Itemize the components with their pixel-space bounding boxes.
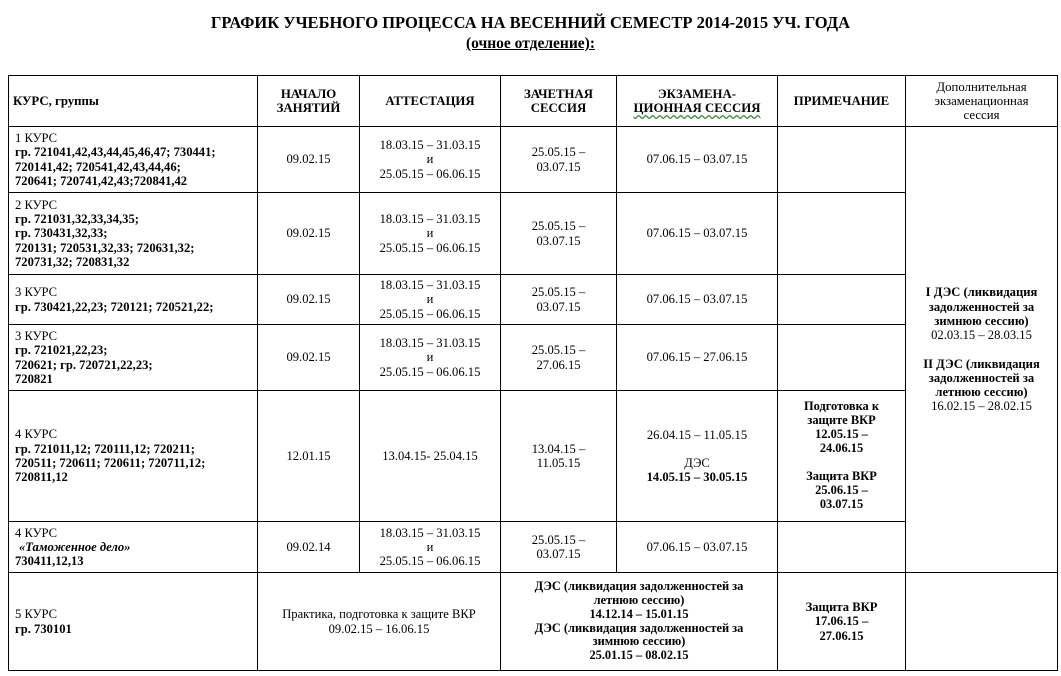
table-row	[9, 325, 1058, 391]
note-cell	[778, 193, 906, 275]
note-cell	[778, 522, 906, 573]
course-cell: 2 КУРС гр. 721031,32,33,34,35; гр. 730431,32,33; 720131; 720531,32,33; 720631,32; 720731,32; 720831,32	[9, 193, 258, 275]
header-row	[9, 76, 1058, 127]
header-course: КУРС, группы	[9, 76, 258, 127]
exam-session-cell: 26.04.15 – 11.05.15 ДЭС 14.05.15 – 30.05.15	[617, 391, 778, 522]
start-cell: 12.01.15	[258, 391, 360, 522]
attestation-cell: 18.03.15 – 31.03.15 и 25.05.15 – 06.06.15	[360, 275, 501, 325]
credit-session-cell: 25.05.15 – 27.06.15	[501, 325, 617, 391]
start-cell: 09.02.15	[258, 275, 360, 325]
credit-session-cell: 13.04.15 – 11.05.15	[501, 391, 617, 522]
extra-session-empty-cell	[906, 573, 1058, 671]
course-cell: 3 КУРС гр. 730421,22,23; 720121; 720521,22;	[9, 275, 258, 325]
table-row	[9, 127, 1058, 193]
page-subtitle: (очное отделение):	[465, 35, 595, 52]
extra-session-cell: I ДЭС (ликвидация задолженностей за зимнюю сессию) 02.03.15 – 28.03.15 II ДЭС (ликвидация задолженностей за летнюю сессию) 16.02.15 – 28.02.15	[906, 127, 1058, 573]
table-row	[9, 391, 1058, 522]
note-cell	[778, 275, 906, 325]
schedule-table	[8, 75, 1058, 671]
exam-session-cell: 07.06.15 – 03.07.15	[617, 275, 778, 325]
start-cell: 09.02.15	[258, 325, 360, 391]
course-cell: 4 КУРС «Таможенное дело» 730411,12,13	[9, 522, 258, 573]
credit-session-cell: 25.05.15 – 03.07.15	[501, 193, 617, 275]
attestation-cell: 18.03.15 – 31.03.15 и 25.05.15 – 06.06.15	[360, 193, 501, 275]
note-cell: Подготовка к защите ВКР 12.05.15 – 24.06.15 Защита ВКР 25.06.15 – 03.07.15	[778, 391, 906, 522]
course-cell: 3 КУРС гр. 721021,22,23; 720621; гр. 720721,22,23; 720821	[9, 325, 258, 391]
table-row	[9, 573, 1058, 671]
attestation-cell: 13.04.15- 25.04.15	[360, 391, 501, 522]
attestation-cell: 18.03.15 – 31.03.15 и 25.05.15 – 06.06.15	[360, 522, 501, 573]
exam-session-cell: 07.06.15 – 03.07.15	[617, 522, 778, 573]
start-cell: 09.02.15	[258, 127, 360, 193]
header-credit-session: ЗАЧЕТНАЯ СЕССИЯ	[501, 76, 617, 127]
note-cell: Защита ВКР 17.06.15 – 27.06.15	[778, 573, 906, 671]
practice-cell: Практика, подготовка к защите ВКР 09.02.15 – 16.06.15	[258, 573, 501, 671]
table-row	[9, 193, 1058, 275]
des-cell: ДЭС (ликвидация задолженностей за летнюю сессию) 14.12.14 – 15.01.15 ДЭС (ликвидация задолженностей за зимнюю сессию) 25.01.15 – 08.02.15	[501, 573, 778, 671]
exam-session-cell: 07.06.15 – 03.07.15	[617, 127, 778, 193]
exam-session-cell: 07.06.15 – 03.07.15	[617, 193, 778, 275]
exam-session-cell: 07.06.15 – 27.06.15	[617, 325, 778, 391]
note-cell	[778, 127, 906, 193]
credit-session-cell: 25.05.15 – 03.07.15	[501, 275, 617, 325]
attestation-cell: 18.03.15 – 31.03.15 и 25.05.15 – 06.06.15	[360, 127, 501, 193]
credit-session-cell: 25.05.15 – 03.07.15	[501, 127, 617, 193]
course-cell: 5 КУРС гр. 730101	[9, 573, 258, 671]
table-row	[9, 522, 1058, 573]
header-exam-session: ЭКЗАМЕНА- ЦИОННАЯ СЕССИЯ	[617, 76, 778, 127]
table-row	[9, 275, 1058, 325]
header-start: НАЧАЛО ЗАНЯТИЙ	[258, 76, 360, 127]
page-title: ГРАФИК УЧЕБНОГО ПРОЦЕССА НА ВЕСЕННИЙ СЕМЕСТР 2014-2015 УЧ. ГОДА	[210, 13, 851, 32]
note-cell	[778, 325, 906, 391]
start-cell: 09.02.15	[258, 193, 360, 275]
credit-session-cell: 25.05.15 – 03.07.15	[501, 522, 617, 573]
header-note: ПРИМЕЧАНИЕ	[778, 76, 906, 127]
course-cell: 1 КУРС гр. 721041,42,43,44,45,46,47; 730441; 720141,42; 720541,42,43,44,46; 720641; 720741,42,43;720841,42	[9, 127, 258, 193]
start-cell: 09.02.14	[258, 522, 360, 573]
header-attestation: АТТЕСТАЦИЯ	[360, 76, 501, 127]
header-extra-session: Дополнительная экзаменационная сессия	[906, 76, 1058, 127]
course-cell: 4 КУРС гр. 721011,12; 720111,12; 720211; 720511; 720611; 720611; 720711,12; 720811,12	[9, 391, 258, 522]
attestation-cell: 18.03.15 – 31.03.15 и 25.05.15 – 06.06.15	[360, 325, 501, 391]
